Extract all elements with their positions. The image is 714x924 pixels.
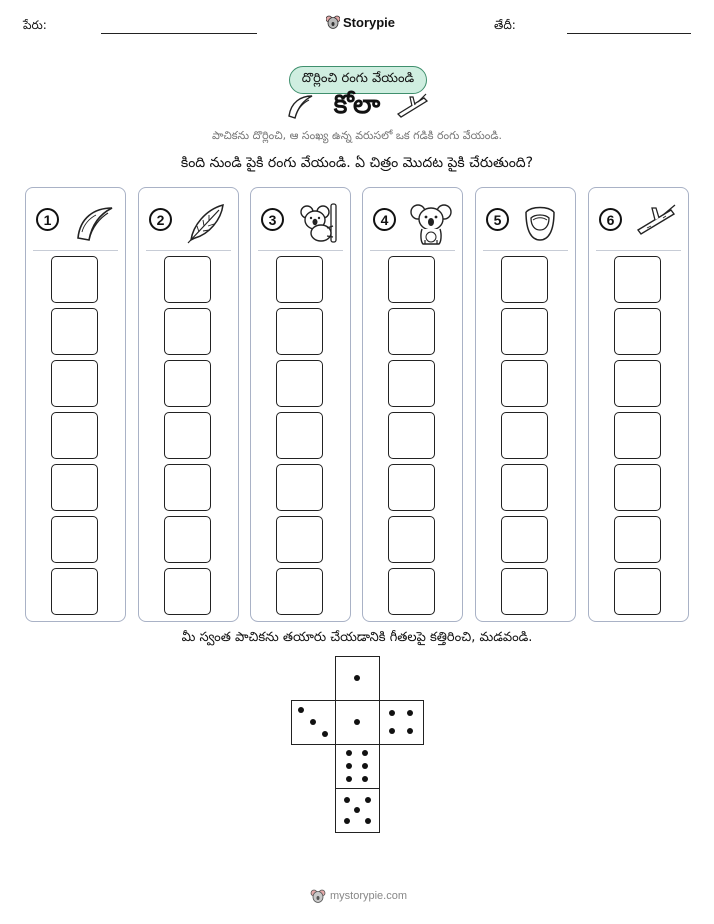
color-cell[interactable] [614,412,661,459]
eucalyptus-leaf-icon [185,202,229,248]
instruction-color: కింది నుండి పైకి రంగు వేయండి. ఏ చిత్రం మొదట పైకి చేరుతుంది? [180,155,534,171]
color-cell[interactable] [501,256,548,303]
branch-icon [396,92,430,120]
column-1 [25,187,126,622]
color-cell[interactable] [388,568,435,615]
color-cell[interactable] [164,568,211,615]
dice-face-6 [335,744,380,789]
color-cell[interactable] [51,360,98,407]
color-cell[interactable] [276,568,323,615]
column-5 [475,187,576,622]
column-4 [362,187,463,622]
koala-icon [409,202,453,250]
color-cell[interactable] [51,256,98,303]
column-number: 2 [149,208,172,231]
color-cell[interactable] [51,308,98,355]
color-cell[interactable] [276,412,323,459]
dice-pip [407,710,413,716]
dice-pip [362,776,368,782]
color-cell[interactable] [388,412,435,459]
color-cell[interactable] [164,360,211,407]
dice-pip [365,797,371,803]
color-cell[interactable] [276,256,323,303]
dice-pip [346,763,352,769]
column-header [251,202,350,242]
column-2 [138,187,239,622]
dice-pip [322,731,328,737]
dice-pip [310,719,316,725]
color-cell[interactable] [501,516,548,563]
column-divider [596,250,681,251]
date-line[interactable] [567,33,691,34]
page-title: కోలా [333,90,381,120]
dice-pip [354,719,360,725]
dice-pip [344,818,350,824]
branch-icon [635,202,679,242]
color-cell[interactable] [388,308,435,355]
color-cell[interactable] [614,516,661,563]
column-number: 6 [599,208,622,231]
color-cell[interactable] [614,568,661,615]
color-cell[interactable] [51,464,98,511]
color-cell[interactable] [164,464,211,511]
dice-pip [354,675,360,681]
dice-pip [365,818,371,824]
dice-pip [407,728,413,734]
color-cell[interactable] [388,464,435,511]
dice-pip [344,797,350,803]
column-number: 5 [486,208,509,231]
dice-face-5 [335,788,380,833]
dice-pip [354,807,360,813]
color-cell[interactable] [501,308,548,355]
footer-url[interactable]: mystorypie.com [330,890,408,902]
brand-name: Storypie [343,14,396,30]
column-number: 3 [261,208,284,231]
dice-face-3 [291,700,336,745]
joey-pouch-icon [522,202,558,246]
name-label: పేరు: [23,18,47,32]
color-cell[interactable] [51,516,98,563]
claw-icon [72,202,116,246]
column-3 [250,187,351,622]
color-cell[interactable] [614,308,661,355]
dice-pip [298,707,304,713]
color-cell[interactable] [164,256,211,303]
color-cell[interactable] [276,464,323,511]
name-line[interactable] [101,33,257,34]
koala-logo-icon [326,14,340,30]
dice-pip [389,728,395,734]
color-cell[interactable] [164,412,211,459]
color-cell[interactable] [164,308,211,355]
color-cell[interactable] [614,464,661,511]
color-cell[interactable] [276,516,323,563]
storypie-logo [326,14,395,30]
column-divider [370,250,455,251]
column-number: 4 [373,208,396,231]
dice-face-1 [335,700,380,745]
color-cell[interactable] [388,360,435,407]
color-cell[interactable] [614,360,661,407]
column-6 [588,187,689,622]
activity-badge: దొర్లించి రంగు వేయండి [289,66,427,94]
koala-logo-icon [310,888,326,904]
date-label: తేదీ: [494,18,516,32]
footer [310,888,407,904]
column-header [363,202,462,242]
color-cell[interactable] [501,360,548,407]
color-cell[interactable] [614,256,661,303]
cut-instruction: మీ స్వంత పాచికను తయారు చేయడానికి గీతలపై కత్తిరించి, మడవండి. [181,630,533,645]
column-divider [146,250,231,251]
color-cell[interactable] [501,568,548,615]
dice-pip [346,776,352,782]
color-cell[interactable] [51,568,98,615]
dice-face-1 [335,656,380,701]
color-cell[interactable] [501,412,548,459]
dice-pip [389,710,395,716]
column-divider [483,250,568,251]
column-header [476,202,575,242]
column-header [26,202,125,242]
color-cell[interactable] [501,464,548,511]
dice-pip [362,763,368,769]
column-number: 1 [36,208,59,231]
column-header [139,202,238,242]
color-cell[interactable] [388,516,435,563]
column-header [589,202,688,242]
column-divider [258,250,343,251]
dice-pip [362,750,368,756]
koala-climbing-icon [297,202,341,248]
color-cell[interactable] [164,516,211,563]
color-cell[interactable] [388,256,435,303]
color-cell[interactable] [276,360,323,407]
column-divider [33,250,118,251]
dice-pip [346,750,352,756]
dice-face-4 [379,700,424,745]
instruction-roll: పాచికను దొర్లించి, ఆ సంఖ్య ఉన్న వరుసలో ఒక గడికి రంగు వేయండి. [212,129,502,142]
color-cell[interactable] [51,412,98,459]
color-cell[interactable] [276,308,323,355]
